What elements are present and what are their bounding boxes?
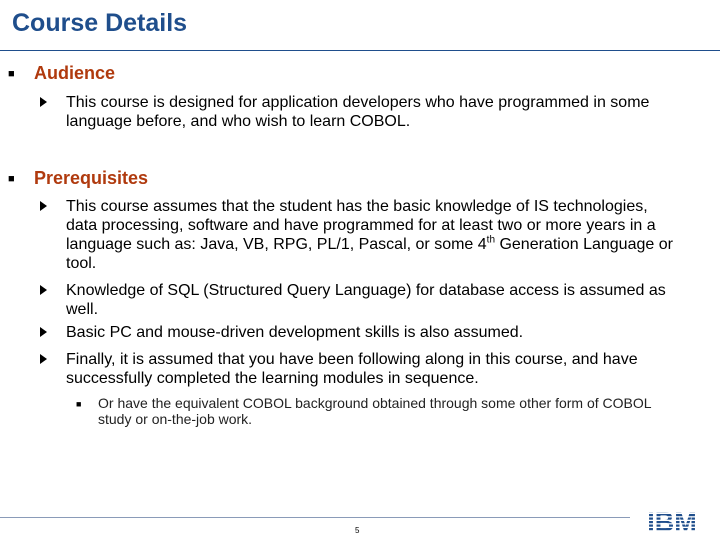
bullet-text: Basic PC and mouse-driven development skills is also assumed. bbox=[66, 324, 524, 341]
sub-bullet-text: Or have the equivalent COBOL background obtained through some other form of COBOL study or on-the-job work. bbox=[98, 395, 652, 427]
bullet-text: Knowledge of SQL (Structured Query Language) for database access is assumed as well. bbox=[66, 282, 666, 318]
bullet-audience-1 bbox=[40, 93, 680, 131]
heading-prerequisites-label: Prerequisites bbox=[34, 168, 149, 188]
superscript: th bbox=[486, 234, 496, 246]
square-bullet-icon: ■ bbox=[8, 173, 15, 185]
page-title: Course Details bbox=[12, 9, 188, 37]
bullet-text-part: Generation Language or tool. bbox=[66, 236, 673, 272]
bullet-text: Finally, it is assumed that you have been following along in this course, and have successfully completed the learning modules in sequence. bbox=[66, 351, 638, 387]
bullet-text bbox=[66, 197, 680, 273]
bullet-text-part: This course assumes that the student has the basic knowledge of IS technologies, data processing, software and have programmed for at least two or more years in a language such as: Java, VB, RPG, PL/1, Pascal, or some 4 bbox=[66, 198, 656, 253]
bullet-text: This course is designed for application developers who have programmed in some language before, and who wish to learn COBOL. bbox=[66, 94, 650, 130]
sub-bullet bbox=[76, 395, 686, 427]
triangle-bullet-icon bbox=[40, 281, 66, 319]
heading-prerequisites bbox=[8, 168, 148, 189]
square-bullet-icon: ■ bbox=[76, 399, 82, 409]
triangle-bullet-icon bbox=[40, 323, 66, 342]
heading-audience-label: Audience bbox=[34, 63, 116, 83]
title-divider bbox=[0, 50, 720, 51]
page-number: 5 bbox=[355, 526, 360, 535]
bullet-prereq-1 bbox=[40, 197, 680, 273]
square-bullet-icon: ■ bbox=[8, 68, 15, 80]
triangle-bullet-icon bbox=[40, 197, 66, 273]
bullet-prereq-4 bbox=[40, 350, 680, 388]
triangle-bullet-icon bbox=[40, 350, 66, 388]
heading-audience bbox=[8, 63, 115, 84]
bullet-prereq-3 bbox=[40, 323, 680, 342]
bullet-prereq-2 bbox=[40, 281, 680, 319]
footer-divider bbox=[0, 517, 630, 518]
triangle-bullet-icon bbox=[40, 93, 66, 131]
ibm-logo bbox=[637, 507, 707, 535]
